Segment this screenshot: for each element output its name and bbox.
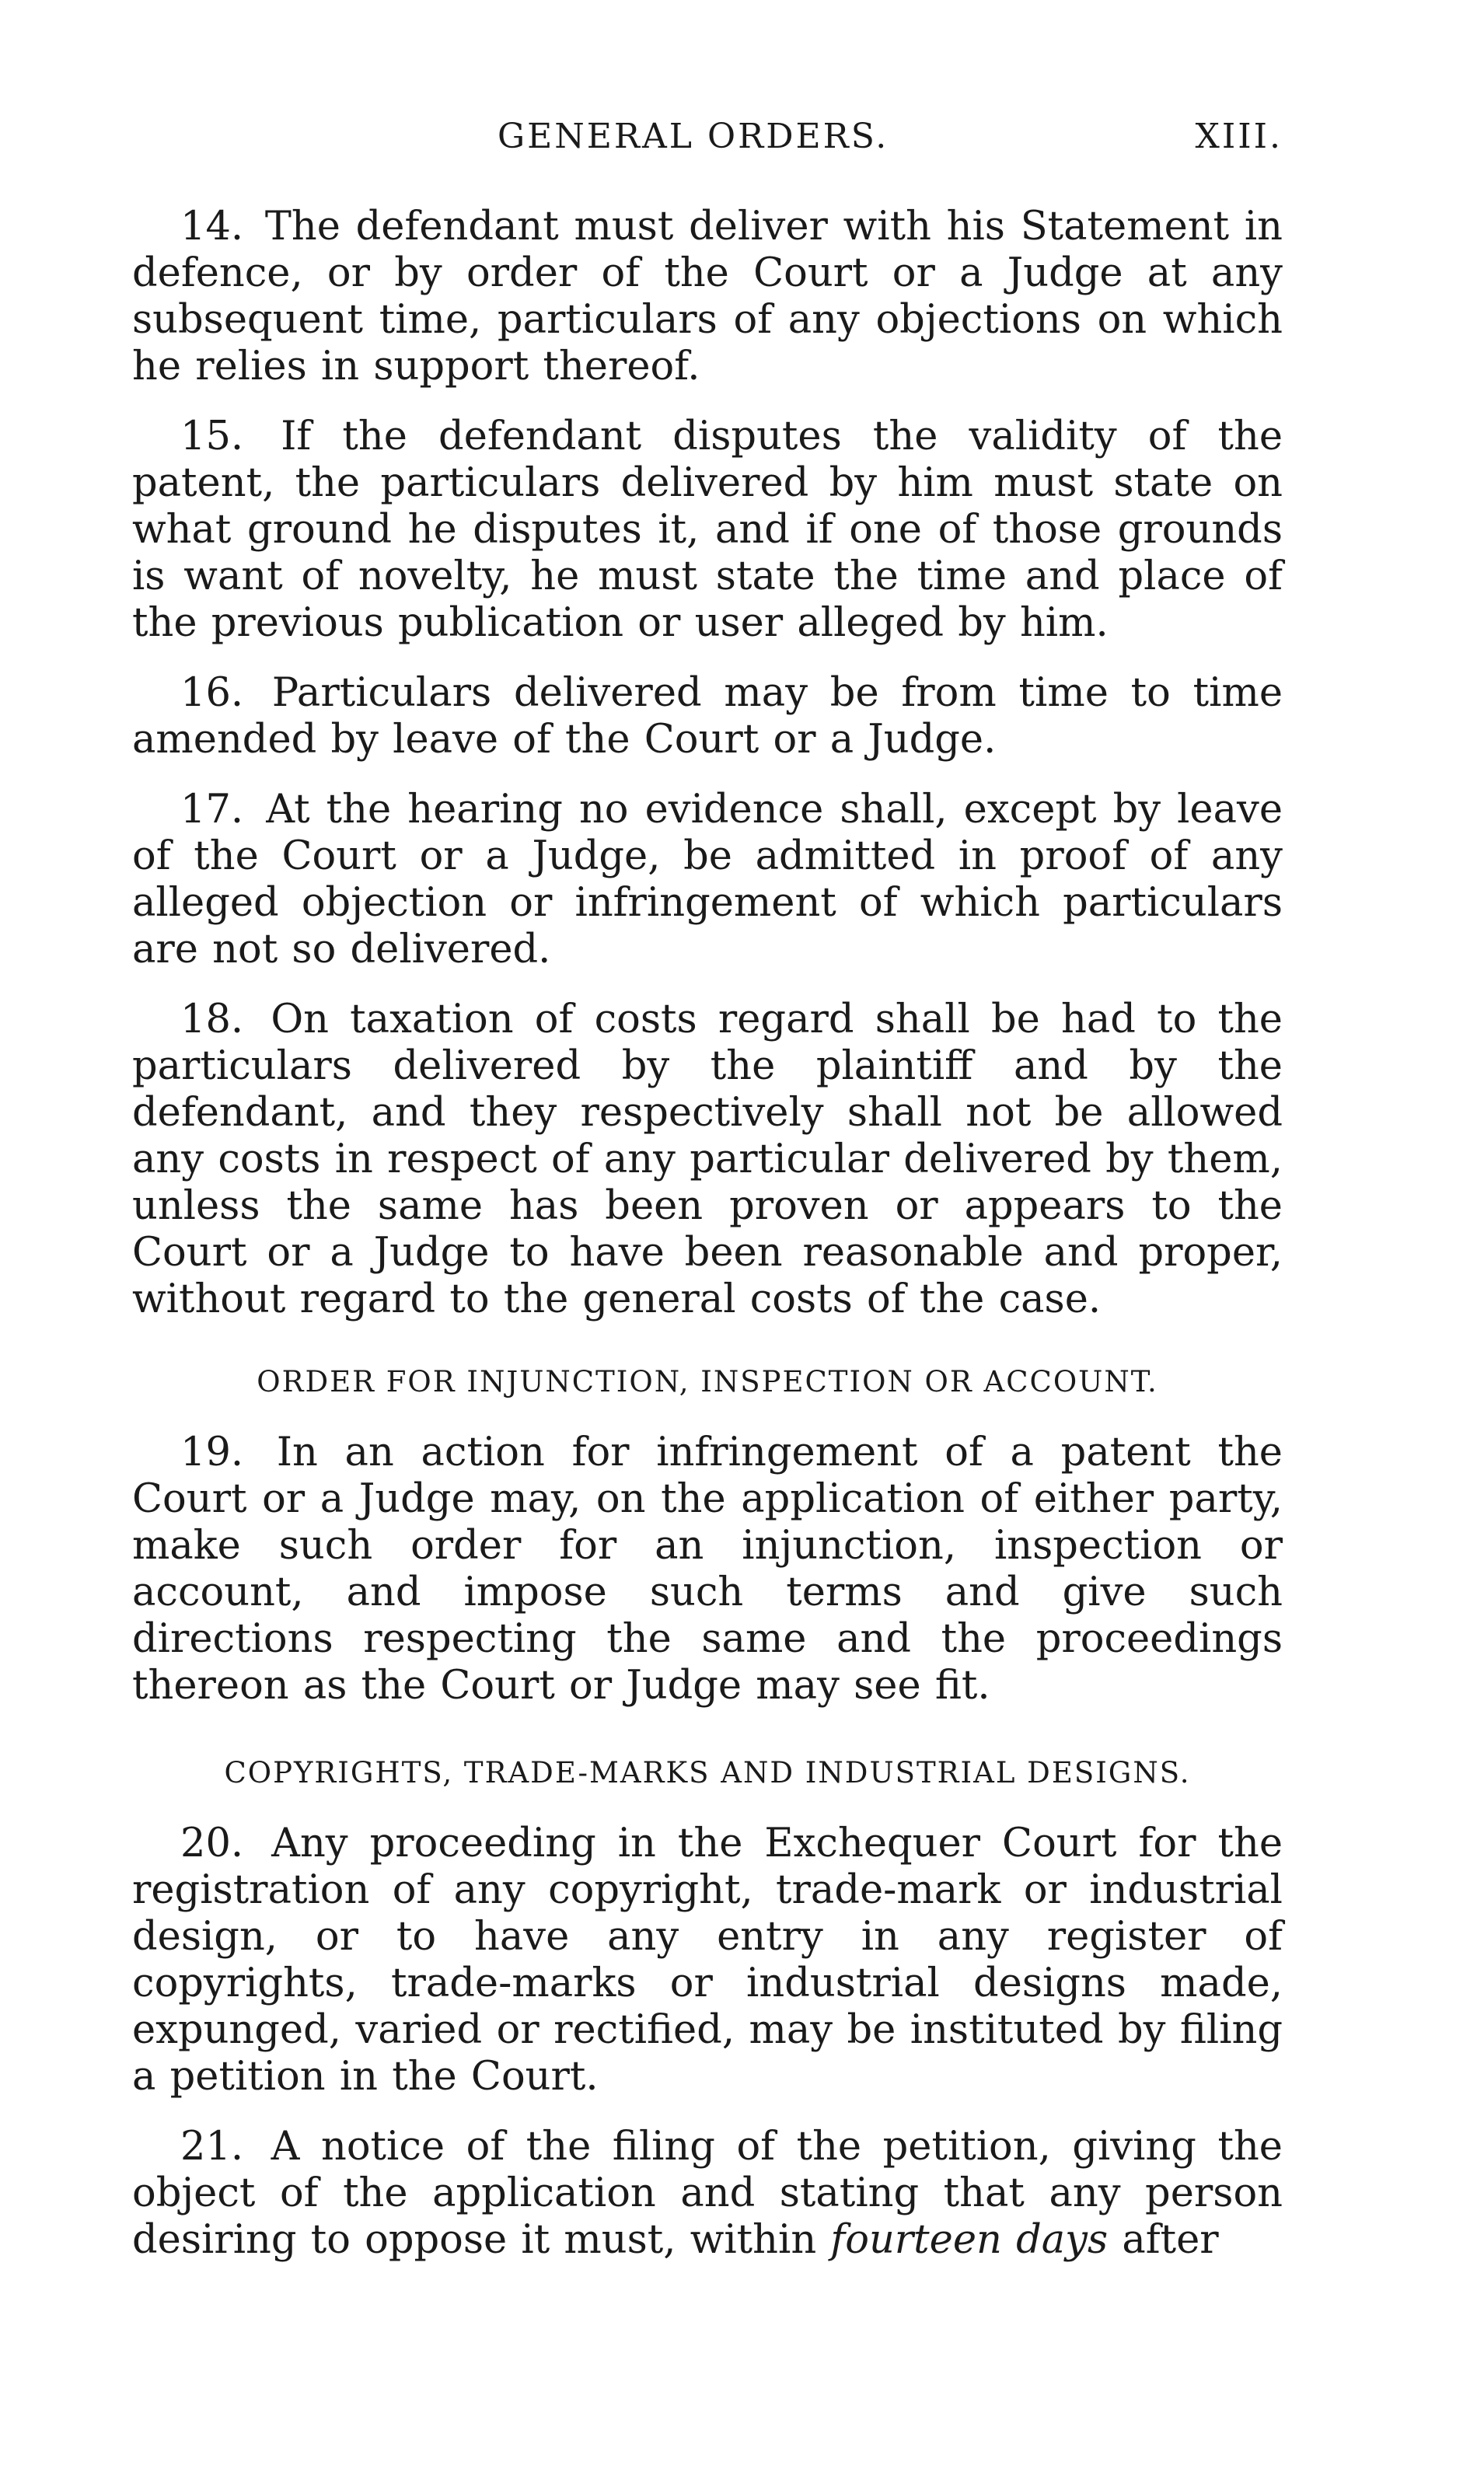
paragraph-text-italic: fourteen days xyxy=(830,2217,1109,2263)
paragraph-text: On taxation of costs regard shall be had to the particulars delivered by the plaintiff and by the defendant, and they respectively shall not be allowed any costs in respect of any particular delivered by them, unless the same has been proven or appears to the Court or a Judge to have been reasonable and proper, without regard to the general costs of the case. xyxy=(132,997,1283,1322)
paragraph-text: The defendant must deliver with his Statement in defence, or by order of the Court or a Judge at any subsequent time, particulars of any objections on which he relies in support thereof. xyxy=(132,204,1283,389)
paragraph-text: At the hearing no evidence shall, except by leave of the Court or a Judge, be admitted in proof of any alleged objection or infringement of which particulars are not so delivered. xyxy=(132,787,1283,972)
page-header xyxy=(132,117,1283,163)
section-heading-injunction: ORDER FOR INJUNCTION, INSPECTION OR ACCOUNT. xyxy=(257,1365,1158,1398)
paragraph-text: In an action for infringement of a patent the Court or a Judge may, on the application of either party, make such order for an injunction, inspection or account, and impose such terms and give such directions respecting the same and the proceedings thereon as the Court or Judge may see fit. xyxy=(132,1430,1283,1709)
paragraph-number: 21. xyxy=(180,2124,244,2170)
paragraph-text: Any proceeding in the Exchequer Court for the registration of any copyright, trade-mark or industrial design, or to have any entry in any register of copyrights, trade-marks or industrial designs made, expunged, varied or rectified, may be instituted by filing a petition in the Court. xyxy=(132,1821,1283,2100)
paragraph-number: 14. xyxy=(180,204,244,250)
paragraph-14 xyxy=(132,204,1283,390)
paragraph-21 xyxy=(132,2124,1283,2264)
body-text xyxy=(132,204,1283,2287)
paragraph-18 xyxy=(132,997,1283,1323)
running-head: GENERAL ORDERS. xyxy=(498,117,889,156)
paragraph-number: 17. xyxy=(180,787,244,833)
paragraph-19 xyxy=(132,1430,1283,1709)
paragraph-15 xyxy=(132,414,1283,647)
paragraph-text: If the defendant disputes the validity of the patent, the particulars delivered by him must state on what ground he disputes it, and if one of those grounds is want of novelty, he must state the time and place of the previous publication or user alleged by him. xyxy=(132,414,1283,646)
paragraph-number: 15. xyxy=(180,414,244,459)
paragraph-20 xyxy=(132,1821,1283,2100)
paragraph-text: Particulars delivered may be from time to time amended by leave of the Court or a Judge. xyxy=(132,670,1283,763)
paragraph-17 xyxy=(132,787,1283,973)
paragraph-number: 18. xyxy=(180,997,244,1042)
paragraph-text-start: A notice of the filing of the petition, giving the object of the application and stating that any person desiring to oppose it must, within xyxy=(132,2124,1283,2263)
page-number: XIII. xyxy=(1195,117,1283,156)
paragraph-number: 16. xyxy=(180,670,244,716)
paragraph-number: 20. xyxy=(180,1821,244,1866)
paragraph-16 xyxy=(132,670,1283,763)
section-heading-copyrights: COPYRIGHTS, TRADE-MARKS AND INDUSTRIAL DESIGNS. xyxy=(224,1756,1191,1789)
paragraph-number: 19. xyxy=(180,1430,244,1475)
paragraph-text-end: after xyxy=(1108,2217,1219,2263)
